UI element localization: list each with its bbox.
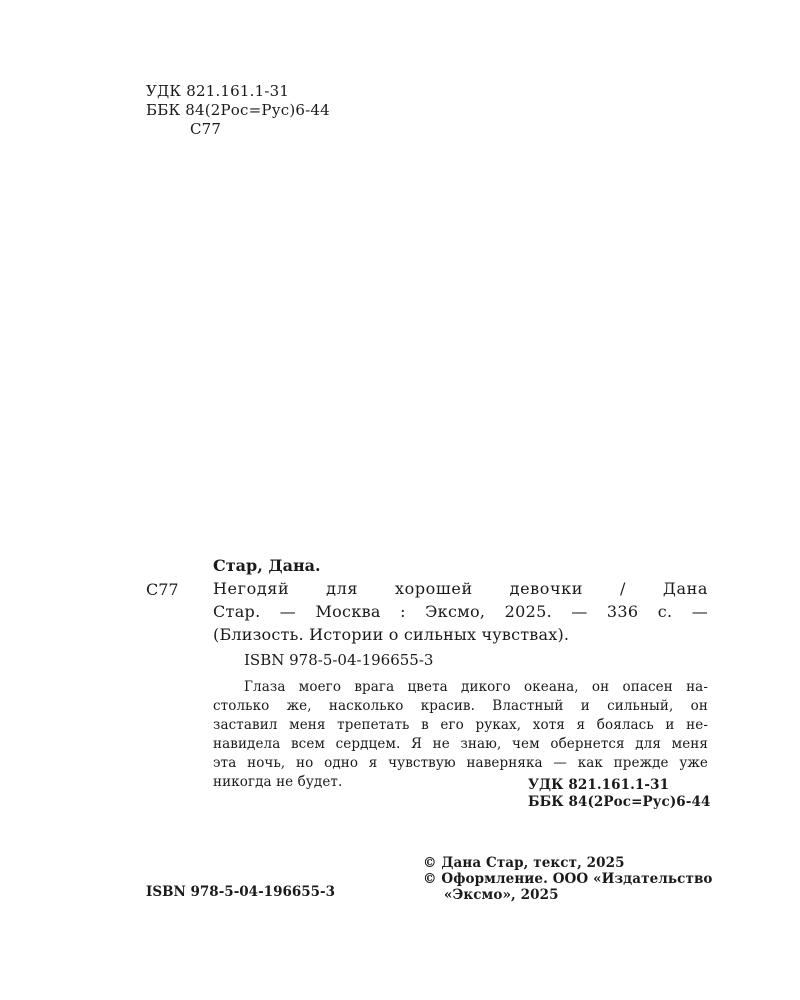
bbk-code-bottom: ББК 84(2Рос=Рус)6-44 [528, 794, 711, 810]
biblio-line: Стар. — Москва : Эксмо, 2025. — 336 с. — [213, 602, 708, 621]
bbk-code-top: ББК 84(2Рос=Рус)6-44 [146, 101, 330, 119]
annotation-line: заставил меня трепетать в его руках, хотя я боялась и не- [213, 717, 708, 733]
biblio-line: Негодяй для хорошей девочки / Дана [213, 579, 708, 598]
isbn-bottom: ISBN 978-5-04-196655-3 [146, 884, 336, 900]
author-mark-side: С77 [146, 580, 179, 599]
annotation-line: никогда не будет. [213, 774, 343, 790]
copyright-line: © Оформление. ООО «Издательство [423, 871, 713, 887]
udk-code-top: УДК 821.161.1-31 [146, 82, 290, 100]
copyright-line: «Эксмо», 2025 [444, 887, 559, 903]
copyright-line: © Дана Стар, текст, 2025 [423, 855, 625, 871]
isbn-entry: ISBN 978-5-04-196655-3 [244, 651, 434, 669]
author-mark-top: С77 [190, 120, 222, 138]
author-heading: Стар, Дана. [213, 556, 321, 575]
biblio-line: (Близость. Истории о сильных чувствах). [213, 625, 570, 644]
udk-code-bottom: УДК 821.161.1-31 [528, 777, 670, 793]
annotation-line: навидела всем сердцем. Я не знаю, чем обернется для меня [213, 736, 708, 752]
annotation-line: Глаза моего врага цвета дикого океана, он опасен на- [244, 679, 708, 695]
annotation-line: столько же, насколько красив. Властный и сильный, он [213, 698, 708, 714]
annotation-line: эта ночь, но одно я чувствую наверняка — как прежде уже [213, 755, 708, 771]
